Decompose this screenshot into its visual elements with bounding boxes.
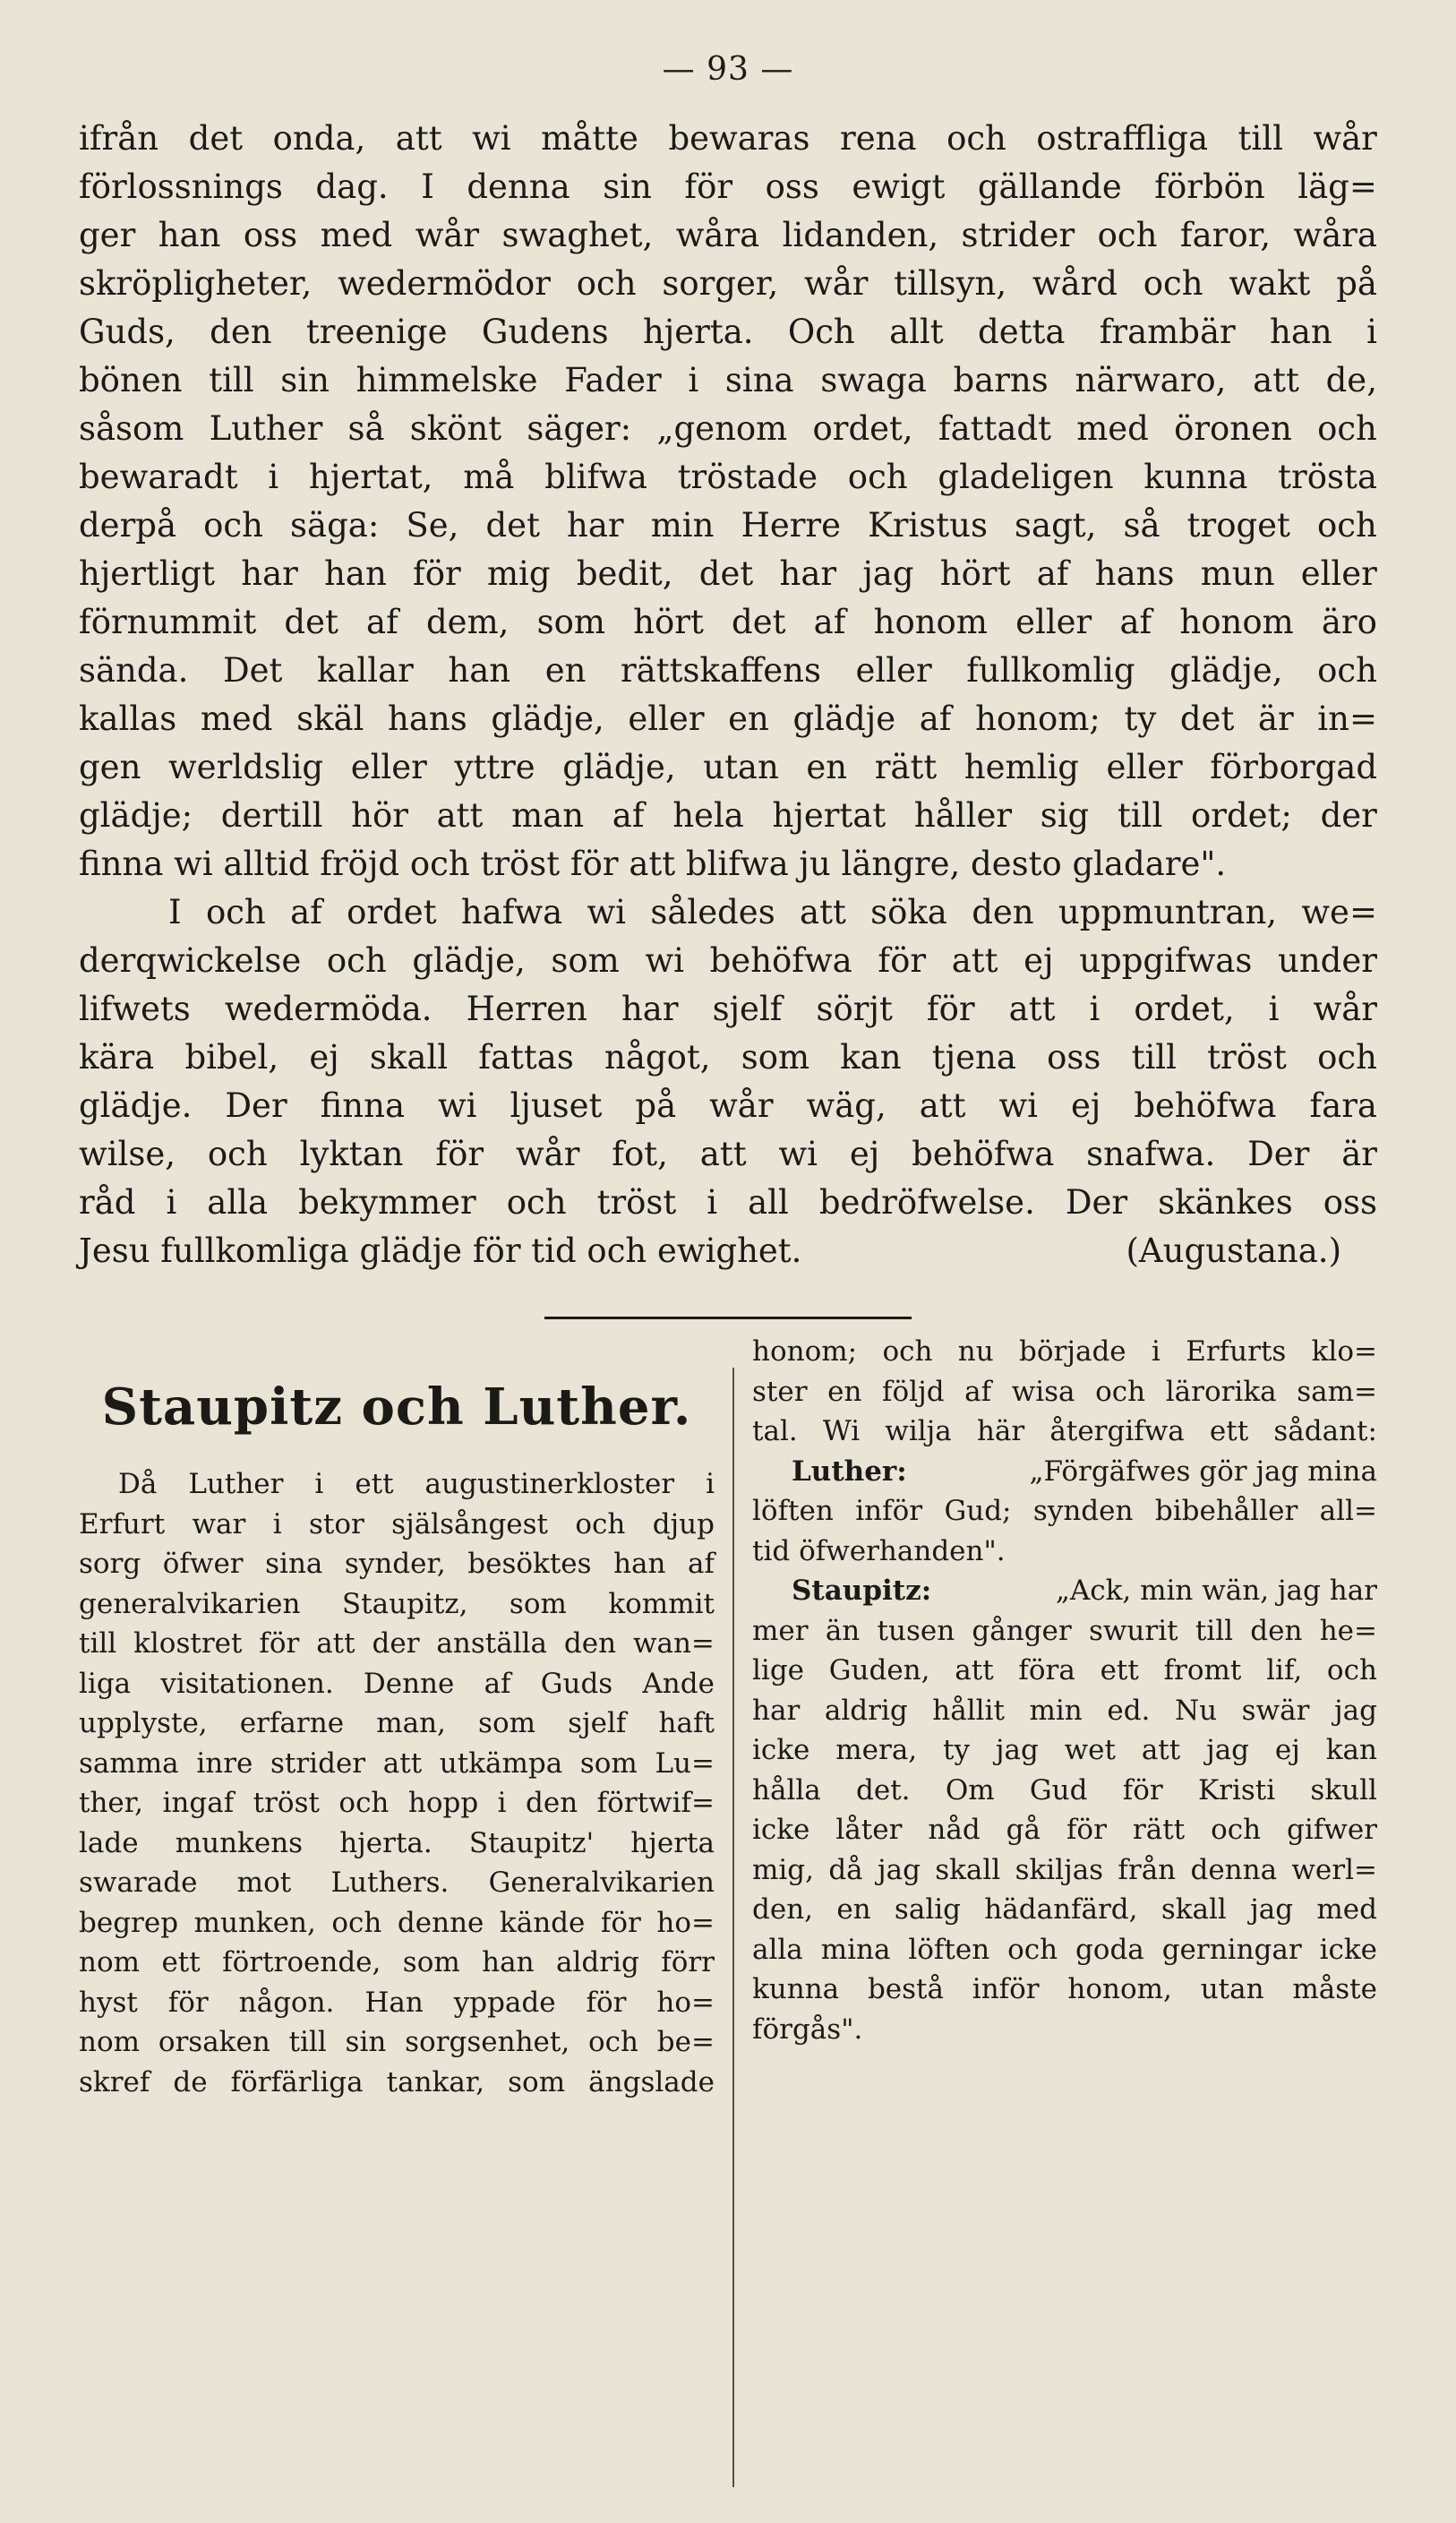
text-line: skref de förfärliga tankar, som ängslade: [79, 2065, 715, 2098]
text-line: Erfurt war i stor själsångest och djup: [79, 1507, 715, 1540]
text-line: hjertligt har han för mig bedit, det har jag hört af hans mun eller: [79, 554, 1377, 593]
article-columns: [79, 1332, 1377, 2523]
text-line: den, en salig hädanfärd, skall jag med: [752, 1893, 1377, 1926]
text-line: löften inför Gud; synden bibehåller all=: [752, 1495, 1377, 1527]
text-line: derpå och säga: Se, det har min Herre Kristus sagt, så troget och: [79, 506, 1377, 545]
text-line: Guds, den treenige Gudens hjerta. Och allt detta frambär han i: [79, 313, 1377, 351]
column-divider: [732, 1368, 734, 2487]
text-line: mig, då jag skall skiljas från denna werl=: [752, 1853, 1377, 1886]
text-line: såsom Luther så skönt säger: „genom ordet, fattadt med öronen och: [79, 409, 1377, 448]
text-line: mer än tusen gånger swurit till den he=: [752, 1614, 1377, 1647]
article-heading: Staupitz och Luther.: [101, 1377, 692, 1437]
text-line: råd i alla bekymmer och tröst i all bedröfwelse. Der skänkes oss: [79, 1183, 1377, 1222]
text-line: glädje. Der finna wi ljuset på wår wäg, att wi ej behöfwa fara: [79, 1086, 1377, 1125]
text-line: kunna bestå inför honom, utan måste: [752, 1973, 1377, 2005]
text-line: sända. Det kallar han en rättskaffens eller fullkomlig glädje, och: [79, 651, 1377, 690]
text-line: kallas med skäl hans glädje, eller en glädje af honom; ty det är in=: [79, 699, 1377, 738]
text-line: tal. Wi wilja här återgifwa ett sådant:: [752, 1415, 1377, 1447]
text-line: lade munkens hjerta. Staupitz' hjerta: [79, 1826, 715, 1859]
text-line: ther, ingaf tröst och hopp i den förtwif=: [79, 1787, 715, 1819]
text-line: förnummit det af dem, som hört det af honom eller af honom äro: [79, 603, 1377, 641]
text-line: ster en följd af wisa och lärorika sam=: [752, 1375, 1377, 1408]
text-line: [752, 1571, 1377, 1611]
text-line: gen werldslig eller yttre glädje, utan en rätt hemlig eller förborgad: [79, 748, 1377, 786]
text-line: lifwets wedermöda. Herren har sjelf sörjt för att i ordet, i wår: [79, 990, 1377, 1028]
text-line: ifrån det onda, att wi måtte bewaras rena och ostraffliga till wår: [79, 119, 1377, 158]
text-line: förlossnings dag. I denna sin för oss ewigt gällande förbön läg=: [79, 167, 1377, 206]
text-line: Då Luther i ett augustinerkloster i: [118, 1468, 715, 1500]
book-page: [79, 45, 1377, 2098]
text-line: ger han oss med wår swaghet, wåra lidanden, strider och faror, wåra: [79, 216, 1377, 254]
text-line: derqwickelse och glädje, som wi behöfwa för att ej uppgifwas under: [79, 941, 1377, 980]
text-line: hyst för någon. Han yppade för ho=: [79, 1986, 715, 2019]
text-line: förgås".: [752, 2012, 863, 2046]
text-line: till klostret för att der anställa den wan=: [79, 1627, 715, 1660]
right-column-text: [752, 1332, 1377, 2049]
text-line: tid öfwerhanden".: [752, 1534, 1006, 1567]
text-line: lige Guden, att föra ett fromt lif, och: [752, 1654, 1377, 1686]
text-line: samma inre strider att utkämpa som Lu=: [79, 1746, 715, 1780]
article-left-column: [79, 1332, 715, 2102]
text-line: hålla det. Om Gud för Kristi skull: [752, 1773, 1377, 1806]
section-divider-rule: [544, 1317, 912, 1319]
speaker-label: Staupitz:: [792, 1575, 932, 1607]
left-column-text: [79, 1464, 715, 2102]
text-line: [752, 1452, 1377, 1492]
text-line: finna wi alltid fröjd och tröst för att blifwa ju längre, desto gladare".: [79, 845, 1227, 883]
speaker-label: Luther:: [792, 1455, 907, 1488]
source-attribution: (Augustana.): [1126, 1231, 1341, 1270]
text-line: I och af ordet hafwa wi således att söka den uppmuntran, we=: [168, 893, 1377, 931]
text-line: kära bibel, ej skall fattas något, som kan tjena oss till tröst och: [79, 1038, 1377, 1077]
text-line: icke låter nåd gå för rätt och gifwer: [752, 1814, 1377, 1846]
page-number: — 93 —: [662, 51, 794, 88]
text-line: bönen till sin himmelske Fader i sina swaga barns närwaro, att de,: [79, 361, 1377, 399]
text-line: icke mera, ty jag wet att jag ej kan: [752, 1734, 1377, 1766]
text-line: nom orsaken till sin sorgsenhet, och be=: [79, 2026, 715, 2058]
text-line: glädje; dertill hör att man af hela hjertat håller sig till ordet; der: [79, 796, 1377, 835]
speaker-text: „Ack, min wän, jag har: [1055, 1575, 1377, 1607]
text-line: generalvikarien Staupitz, som kommit: [79, 1587, 715, 1620]
text-line: wilse, och lyktan för wår fot, att wi ej behöfwa snafwa. Der är: [79, 1135, 1377, 1173]
top-text-block: [79, 115, 1377, 1275]
text-line: alla mina löften och goda gerningar icke: [752, 1933, 1377, 1966]
article-right-column: [752, 1332, 1377, 2049]
text-line: Jesu fullkomliga glädje för tid och ewighet. (Augustana.): [79, 1227, 1377, 1275]
text-line: nom ett förtroende, som han aldrig förr: [79, 1946, 715, 1978]
text-line: swarade mot Luthers. Generalvikarien: [79, 1867, 715, 1899]
text-line: upplyste, erfarne man, som sjelf haft: [79, 1707, 715, 1739]
text-line: honom; och nu började i Erfurts klo=: [752, 1335, 1377, 1368]
text-line: har aldrig hållit min ed. Nu swär jag: [752, 1694, 1377, 1727]
text-line: skröpligheter, wedermödor och sorger, wår tillsyn, wård och wakt på: [79, 264, 1377, 303]
speaker-text: „Förgäfwes gör jag mina: [1029, 1455, 1377, 1488]
text-line: sorg öfwer sina synder, besöktes han af: [79, 1548, 715, 1580]
text-line: bewaradt i hjertat, må blifwa tröstade och gladeligen kunna trösta: [79, 458, 1377, 496]
text-line: liga visitationen. Denne af Guds Ande: [79, 1667, 715, 1700]
text-line: begrep munken, och denne kände för ho=: [79, 1906, 715, 1939]
